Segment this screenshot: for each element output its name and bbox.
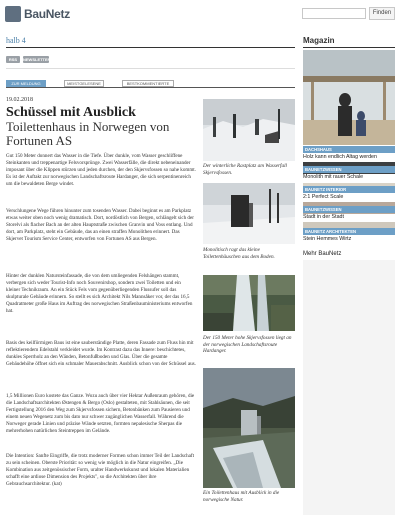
article-photo-nature[interactable] bbox=[203, 368, 295, 488]
article-photo-winter[interactable] bbox=[203, 99, 295, 161]
teaser-title[interactable]: Holz kann endlich Altag werden bbox=[303, 154, 377, 160]
article-paragraph: 1,5 Millionen Euro kostete das Ganze. Wozu auch über vier Hektar Außenraum gehören, die die Landschaftsarchitekten Østengen & Bergo (Oslo) gestalteten, mit Stahlsäunen, die seit Fertigstellung 2016 den Weg zum Skjervsfossen sichern, Betonbänken zum Pausieren und einem neuen Wegenetz zum bis dato nur schwer zugänglichen Wasserfall. Während die Norweger gerade Linien und präzise Wände setzten, formten nepalesische Sherpas die mehrerhohen natürlichen Steintreppen im Gelände. bbox=[6, 393, 195, 434]
search-input[interactable] bbox=[302, 8, 366, 19]
article-paragraph: Hinter der dunklen Natursteinfassade, die von dem umliegenden Felshängen stammt, verbergen sich weder Tourist-Info noch Souvenirshop, sondern zwei Toiletten und ein kleiner Technikraum. An ein Stück Fels vom gegenüberliegenden Flussufer soll das skulpturale Gebäude erinnern. So stellt es sich Architekt Nils Mannsåker vor, der das 16,5 Quadratmeter große Haus im Auftrag des norwegischen Straßenbauministeriums entworfen hat. bbox=[6, 273, 193, 314]
photo-caption: Der winterliche Rastplatz am Wasserfall Skjervsfossen. bbox=[203, 163, 287, 176]
teaser-label[interactable]: BAUNETZWISSEN bbox=[303, 166, 395, 173]
teaser-label[interactable]: DACHSHAUS bbox=[303, 146, 395, 153]
teaser-title[interactable]: 2:1 Perfect Scale bbox=[303, 194, 344, 200]
photo-caption: Der 150 Meter hohe Skjervsfossen liegt an der norwegischen Landschaftsroute Hardanger. bbox=[203, 335, 292, 355]
tab-bestkommentierte[interactable]: BESTKOMMENTIERTE bbox=[122, 80, 174, 87]
sidebar-empty-area bbox=[303, 260, 395, 515]
article-photo-waterfall[interactable] bbox=[203, 275, 295, 331]
article-subtitle: Toilettenhaus in Norwegen von Fortunen AS bbox=[6, 119, 170, 148]
search-button[interactable]: Finden bbox=[369, 7, 395, 20]
magazin-heading[interactable]: Magazin bbox=[303, 36, 335, 45]
article-title: Schüssel mit Ausblick bbox=[6, 105, 136, 120]
section-link[interactable]: halb 4 bbox=[6, 36, 26, 45]
tab-meistgelesene[interactable]: MEISTGELESENE bbox=[64, 80, 104, 87]
article-paragraph: Die Intention: Sanfte Eingriffe, die trotz moderner Formen schon immer Teil der Landschaft zu sein scheinen. Oberste Priorität: so wenig wie möglich in die Natur eingreifen. „Die Kombination aus zeitgenössischer Form, uralter Handwerkskunst und lokalen Materialien schafft eine ardiose Dimension des Projekts", so die Architekten über ihre Gebrauchsarchitektur. (kat) bbox=[6, 453, 195, 487]
article-photo-monolith[interactable] bbox=[203, 183, 295, 244]
article-paragraph: Gut 150 Meter donnert das Wasser in die Tiefe. Über dunkle, vom Wasser geschliffene Steinkanten und treppenartige Felsvorsprünge. Zwei Wasserfälle, die direkt nebeneinander imposant über die Klippen stürzen und jeden durchen, der den Skjervsfossen so nahe kommt. Es ist der Auftakt zur norwegischen Landschaftsroute Hardanger, die sich serpentinenreich um die bewaldeten Berge windet. bbox=[6, 153, 196, 187]
tab-zur-meldung[interactable]: ZUR MELDUNG bbox=[6, 80, 46, 87]
article-date: 19.02.2018 bbox=[6, 97, 33, 103]
divider bbox=[6, 68, 295, 69]
sidebar-hero-photo[interactable] bbox=[303, 50, 395, 145]
teaser-title[interactable]: Stein Hemmes Wirtz bbox=[303, 236, 352, 242]
teaser-title[interactable]: Monolith mit rauer Schale bbox=[303, 174, 364, 180]
newsletter-button[interactable]: NEWSLETTER bbox=[23, 57, 51, 62]
sidebar-rule bbox=[303, 47, 395, 48]
article-paragraph: Basis des keilförmigen Baus ist eine sauberständige Platte, deren Fassade zum Fluss hin mit reflektierendem Edelstahl verkleidet wurde. Im Kontrast dazu das Innere: beschichtetes, dunkles Sperrholz an den Wänden, Betonfußboden und Glas. Über die gesamte Gebäudehöhe öffnet sich ein schmaler Mauerabschnitt. Ausblick schon von der Schüssel aus. bbox=[6, 340, 196, 367]
rss-button[interactable]: RSS bbox=[6, 56, 20, 63]
mehr-baunetz-link[interactable]: Mehr BauNetz bbox=[303, 251, 342, 257]
header-rule bbox=[6, 47, 295, 48]
teaser-label[interactable]: BAUNETZWISSEN bbox=[303, 206, 395, 213]
logo-text: BauNetz bbox=[24, 7, 70, 21]
tabs-rule bbox=[6, 87, 295, 88]
photo-caption: Monolitisch ragt das kleine Toilettenhäuschen aus dem Boden. bbox=[203, 247, 275, 260]
teaser-title[interactable]: Stadt in der Stadt bbox=[303, 214, 344, 220]
baunetz-logo[interactable] bbox=[5, 6, 85, 22]
logo-mark-icon bbox=[5, 6, 21, 22]
article-paragraph: Verschlungene Wege führen hinunter zum tosenden Wasser. Dabei beginnt es am Parkplatz etwas weiter oben noch wenig dramatisch. Dort, nordöstlich von Bergen, schlängelt sich der Storelvi als flacher Bach an der alten Hauptstraße zwischen Granvin und Voss entlang. Und dort, am Parkplatz, steht ein Gebäude, das an einen straffen Monolithen erinnert. Das Skjervet Tourism Service Center, entworfen von Fortunen AS aus Bergen. bbox=[6, 208, 194, 242]
teaser-label[interactable]: BAUNETZ ARCHITEKTEN bbox=[303, 228, 395, 235]
teaser-label[interactable]: BAUNETZ INTERIOR bbox=[303, 186, 395, 193]
photo-caption: Ein Toilettenhaus mit Ausblick in die norwegische Natur. bbox=[203, 490, 280, 503]
